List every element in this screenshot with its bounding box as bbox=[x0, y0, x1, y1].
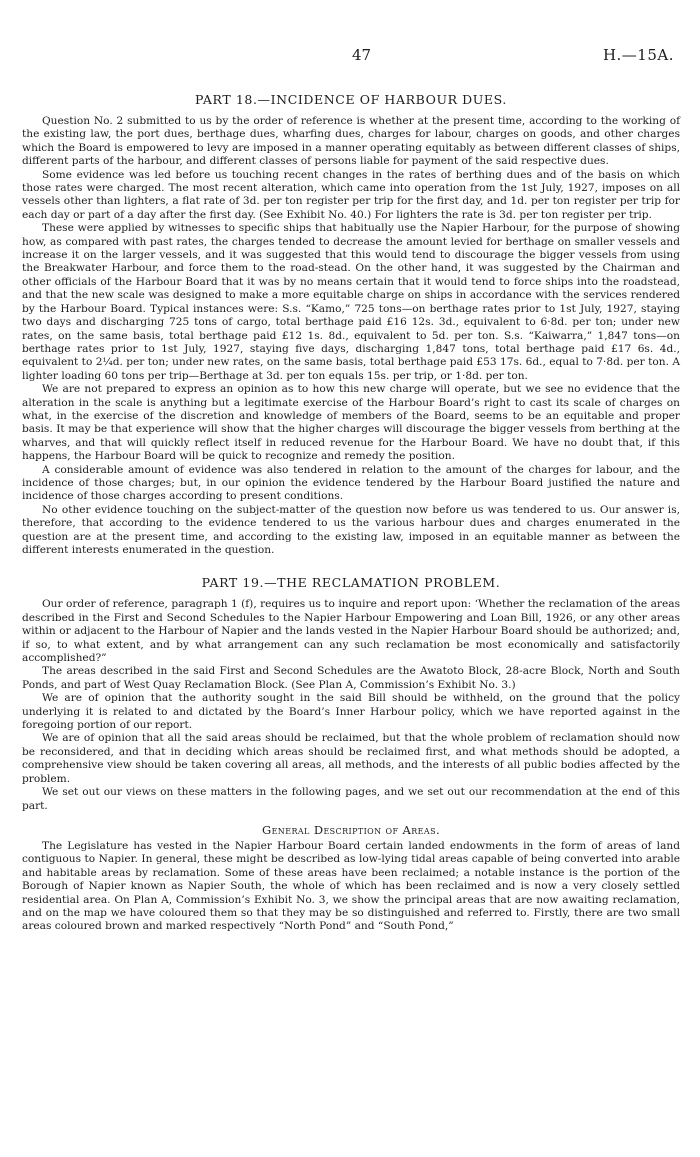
paragraph: Question No. 2 submitted to us by the order of reference is whether at the present time, according to the working of the existing law, the port dues, berthage dues, wharfing dues, charges for labour, charges on goods, and other charges which the Board is empowered to levy are imposed in a manner operating equitably as between different classes of ships, different parts of the harbour, and different classes of persons liable for payment of the said respective dues. bbox=[22, 115, 680, 168]
paragraph: No other evidence touching on the subject-matter of the question now before us was tendered to us. Our answer is, therefore, that according to the evidence tendered to us the various harbour dues and charges enumerated in the question are at the present time, and according to the existing law, imposed in an equitable manner as between the different interests enumerated in the question. bbox=[22, 503, 680, 556]
paragraph: These were applied by witnesses to specific ships that habitually use the Napier Harbour, for the purpose of showing how, as compared with past rates, the charges tended to decrease the amount levied for berthage on smaller vessels and increase it on the larger vessels, and it was suggested that this would tend to discourage the bigger vessels from using the Breakwater Harbour, and force them to the road-stead. On the other hand, it was suggested by the Chairman and other officials of the Harbour Board that it was by no means certain that it would tend to force ships into the roadstead, and that the new scale was designed to make a more equitable charge on ships in accordance with the services rendered by the Harbour Board. Typical instances were: S.s. “Kamo,” 725 tons—on berthage rates prior to 1st July, 1927, staying two days and discharging 725 tons of cargo, total berthage paid £16 12s. 3d., equivalent to 6·8d. per ton; under new rates, on the same basis, total berthage paid £12 1s. 8d., equivalent to 5d. per ton. S.s. “Kaiwarra,” 1,847 tons—on berthage rates prior to 1st July, 1927, staying five days, discharging 1,847 tons, total berthage paid £17 6s. 4d., equivalent to 2¼d. per ton; under new rates, on the same basis, total berthage paid £53 17s. 6d., equal to 7·8d. per ton. A lighter loading 60 tons per trip—Berthage at 3d. per ton equals 15s. per trip, or 1·8d. per ton. bbox=[22, 222, 680, 382]
paragraph: We are of opinion that all the said areas should be reclaimed, but that the whole problem of reclamation should now be reconsidered, and that in deciding which areas should be reclaimed first, and what methods should be adopted, a comprehensive view should be taken covering all areas, all methods, and the interests of all public bodies affected by the problem. bbox=[22, 732, 680, 785]
general-description-subheading: General Description of Areas. bbox=[261, 822, 441, 837]
page-number: 47 bbox=[352, 46, 372, 64]
paragraph: Our order of reference, paragraph 1 (f), requires us to inquire and report upon: ‘Whether the reclamation of the areas described in the First and Second Schedules to the Napier Harbour Empowering and Loan Bill, 1926, or any other areas within or adjacent to the Harbour of Napier and the lands vested in the Napier Harbour Board should be authorized; and, if so, to what extent, and by what arrangement can any such reclamation be most economically and satisfactorily accomplished?” bbox=[22, 598, 680, 665]
general-description-body bbox=[22, 840, 680, 934]
page-header bbox=[22, 0, 680, 70]
part-19-heading: PART 19.—THE RECLAMATION PROBLEM. bbox=[201, 575, 501, 591]
paragraph: We are of opinion that the authority sought in the said Bill should be withheld, on the ground that the policy underlying it is related to and dictated by the Board’s Inner Harbour policy, which we have reported against in the foregoing portion of our report. bbox=[22, 692, 680, 732]
part-18-heading: PART 18.—INCIDENCE OF HARBOUR DUES. bbox=[195, 92, 507, 107]
document-reference: H.—15A. bbox=[602, 46, 674, 64]
paragraph: Some evidence was led before us touching recent changes in the rates of berthing dues and of the basis on which those rates were charged. The most recent alteration, which came into operation from the 1st July, 1927, imposes on all vessels other than lighters, a flat rate of 3d. per ton register per trip for the first day, and 1d. per ton register per trip for each day or part of a day after the first day. (See Exhibit No. 40.) For lighters the rate is 3d. per ton register per trip. bbox=[22, 168, 680, 221]
part-18-body bbox=[22, 115, 680, 557]
part-19-body bbox=[22, 598, 680, 813]
paragraph: The areas described in the said First and Second Schedules are the Awatoto Block, 28-acre Block, North and South Ponds, and part of West Quay Reclamation Block. (See Plan A, Commission’s Exhibit No. 3.) bbox=[22, 665, 680, 691]
paragraph: The Legislature has vested in the Napier Harbour Board certain landed endowments in the form of areas of land contiguous to Napier. In general, these might be described as low-lying tidal areas capable of being converted into arable and habitable areas by reclamation. Some of these areas have been reclaimed; a notable instance is the portion of the Borough of Napier known as Napier South, the whole of which has been reclaimed and is now a very closely settled residential area. On Plan A, Commission’s Exhibit No. 3, we show the principal areas that are now awaiting reclamation, and on the map we have coloured them so that they may be so distinguished and referred to. Firstly, there are two small areas coloured brown and marked respectively “North Pond” and “South Pond,” bbox=[22, 839, 680, 933]
paragraph: A considerable amount of evidence was also tendered in relation to the amount of the charges for labour, and the incidence of those charges; but, in our opinion the evidence tendered by the Harbour Board justified the nature and incidence of those charges according to present conditions. bbox=[22, 463, 680, 503]
paragraph: We are not prepared to express an opinion as to how this new charge will operate, but we see no evidence that the alteration in the scale is anything but a legitimate exercise of the Harbour Board’s right to cast its scale of charges on what, in the exercise of the discretion and knowledge of members of the Board, seems to be an equitable and proper basis. It may be that experience will show that the higher charges will discourage the bigger vessels from berthing at the wharves, and that will quickly reflect itself in reduced revenue for the Harbour Board. We have no doubt that, if this happens, the Harbour Board will be quick to recognize and remedy the position. bbox=[22, 383, 680, 463]
paragraph: We set out our views on these matters in the following pages, and we set out our recommendation at the end of this part. bbox=[22, 786, 680, 812]
